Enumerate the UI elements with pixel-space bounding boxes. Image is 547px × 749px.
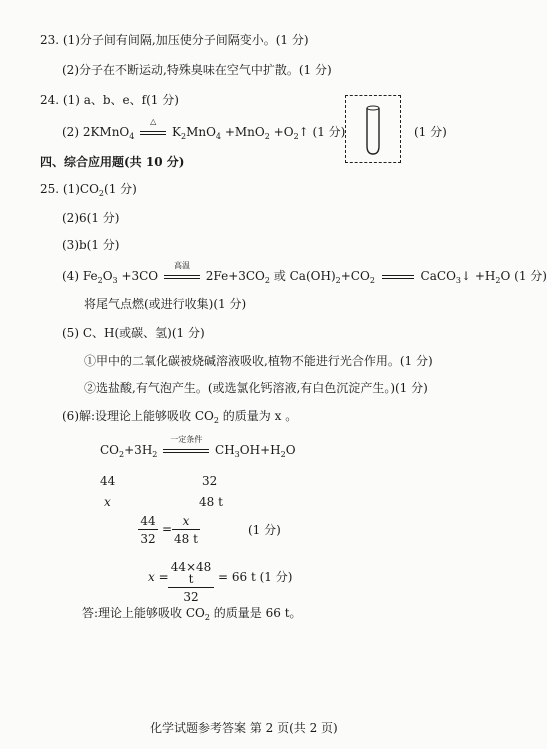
test-tube-diagram (345, 95, 401, 163)
catalyst-condition: 一定条件 (163, 445, 209, 457)
fraction-x-over-48t: x 48 t (172, 515, 200, 545)
high-temp-condition: 高温 (164, 271, 200, 283)
q24-line1: 24. (1) a、b、e、f(1 分) (40, 93, 179, 107)
x-equals: x = (148, 570, 169, 584)
q24-box-score: (1 分) (414, 125, 447, 139)
mass-48t: 48 t (199, 495, 223, 509)
mass-32: 32 (202, 474, 218, 488)
section-heading: 四、综合应用题(共 10 分) (40, 155, 185, 169)
final-answer: 答:理论上能够吸收 $CO_2$ 的质量是 66 t。 (82, 606, 302, 622)
q24-eq-prefix: (2) 2KMnO (62, 125, 130, 139)
page-footer: 化学试题参考答案 第 2 页(共 2 页) (150, 721, 338, 735)
q25-part3: (3)b(1 分) (62, 238, 120, 252)
heat-condition: △ (140, 127, 166, 139)
q25-part4-line2: 将尾气点燃(或进行收集)(1 分) (84, 297, 247, 311)
equals-1: = (162, 522, 173, 536)
q25-part5: (5) C、H(或碳、氢)(1 分) (62, 326, 205, 340)
fraction-calc: 44×48 t 32 (168, 561, 214, 603)
unknown-x: x (104, 495, 111, 509)
q25-part6-intro: (6)解:设理论上能够吸收 $CO_2$ 的质量为 x 。 (62, 409, 298, 425)
q25-part5-a: ①甲中的二氧化碳被烧碱溶液吸收,植物不能进行光合作用。(1 分) (84, 354, 433, 368)
fraction-44-over-32: 44 32 (138, 515, 158, 545)
q25-part6-equation: $CO_2+3H_2$ 一定条件 $CH_3OH+H_2O$ (100, 434, 296, 459)
proportion-score: (1 分) (248, 523, 281, 537)
q23-line1: 23. (1)分子间有间隔,加压使分子间隔变小。(1 分) (40, 33, 309, 47)
mass-44: 44 (100, 474, 116, 488)
q23-line2: (2)分子在不断运动,特殊臭味在空气中扩散。(1 分) (62, 63, 332, 77)
x-result: = 66 t (1 分) (218, 570, 293, 584)
q25-part4-equation: (4) $Fe_2O_3 +3CO$ 高温 $2Fe+3CO_2$ 或 $Ca(OH)_2+CO_2$ CaCO$_3$↓ $+H_2O$ (1 分) (62, 260, 547, 285)
q24-line2: (2) 2KMnO$_4$ △ $K_2MnO_4 +MnO_2$ $+O_2↑$ (1 分) (62, 116, 346, 141)
q25-part1: 25. $(1)CO_2(1$ 分) (40, 182, 137, 198)
q25-part5-b: ②选盐酸,有气泡产生。(或选氯化钙溶液,有白色沉淀产生。)(1 分) (84, 381, 428, 395)
q25-part2: (2)6(1 分) (62, 211, 120, 225)
q24-score: (1 分) (312, 125, 346, 139)
equals-sign (382, 271, 414, 283)
